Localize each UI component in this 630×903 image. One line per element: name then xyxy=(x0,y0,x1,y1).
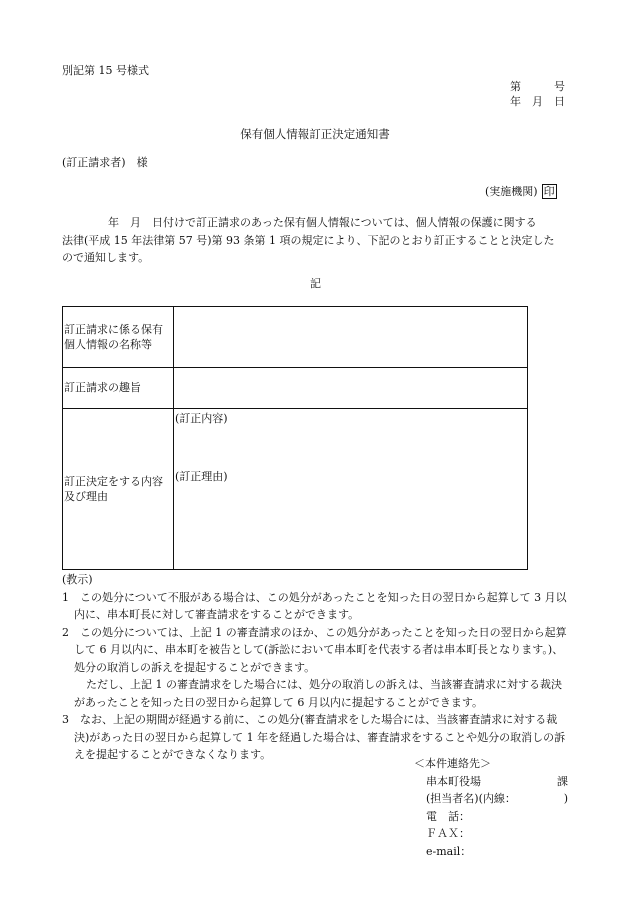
body-line-2: 法律(平成 15 年法律第 57 号)第 93 条第 1 項の規定により、下記のとおり訂正することと決定した xyxy=(62,233,555,247)
issuer xyxy=(485,184,557,200)
value-request-purpose xyxy=(174,368,528,409)
contact-email: e-mail： xyxy=(426,844,472,858)
notes-heading: (教示) xyxy=(62,573,93,586)
contact-tel: 電 話： xyxy=(426,809,470,823)
body-line-1: 年 月 日付けで訂正請求のあった保有個人情報については、個人情報の保護に関する xyxy=(108,216,537,229)
note-item-2-cont: ただし、上記 1 の審査請求をした場合には、処分の取消しの訴えは、当該審査請求に対する裁決があったことを知った日の翌日から起算して 6 月以内に提起することができます。 xyxy=(74,678,562,709)
contact-block xyxy=(414,755,568,860)
document-title: 保有個人情報訂正決定通知書 xyxy=(240,127,390,141)
note-item-2: 2 この処分については、上記 1 の審査請求のほか、この処分があったことを知った日の翌日から起算して 6 月以内に、串本町を被告として(訴訟において串本町を代表する者は串本町長となります。)、処分の取消しの訴えを提起することができます。 xyxy=(62,625,567,674)
contact-office: 串本町役場 課 xyxy=(426,774,568,788)
ki-heading: 記 xyxy=(310,277,321,290)
addressee: (訂正請求者) 様 xyxy=(62,156,148,169)
value-decision xyxy=(174,409,528,570)
contact-person: (担当者名)(内線： ) xyxy=(426,792,568,805)
seal-mark: 印 xyxy=(543,185,555,198)
document-number: 第 号 xyxy=(510,80,565,93)
issuer-label: (実施機関) xyxy=(485,185,538,198)
correction-reason-label: (訂正理由) xyxy=(175,470,228,483)
label-request-purpose: 訂正請求の趣旨 xyxy=(63,368,174,409)
correction-table xyxy=(62,306,528,570)
table-row-info-name xyxy=(63,307,528,368)
note-item-3: 3 なお、上記の期間が経過する前に、この処分(審査請求をした場合には、当該審査請求に対する裁決)があった日の翌日から起算して 1 年を経過した場合は、審査請求をすることや処分の取消しの訴えを提起することができなくなります。 xyxy=(62,713,566,761)
value-info-name xyxy=(174,307,528,368)
table-row-decision xyxy=(63,409,528,570)
label-info-name: 訂正請求に係る保有 個人情報の名称等 xyxy=(63,307,174,368)
note-item-1: 1 この処分について不服がある場合は、この処分があったことを知った日の翌日から起算して 3 月以内に、串本町長に対して審査請求をすることができます。 xyxy=(62,590,567,621)
contact-fax: ＦＡＸ： xyxy=(426,827,470,840)
table-row-request-purpose xyxy=(63,368,528,409)
body-line-3: ので通知します。 xyxy=(62,251,150,264)
document-date: 年 月 日 xyxy=(510,95,565,108)
form-id: 別記第 15 号様式 xyxy=(62,64,149,77)
instruction-notes xyxy=(62,571,572,764)
contact-header: ＜本件連絡先＞ xyxy=(414,757,491,770)
correction-content-label: (訂正内容) xyxy=(175,412,228,425)
notice-body xyxy=(62,214,569,267)
label-decision: 訂正決定をする内容 及び理由 xyxy=(63,409,174,570)
